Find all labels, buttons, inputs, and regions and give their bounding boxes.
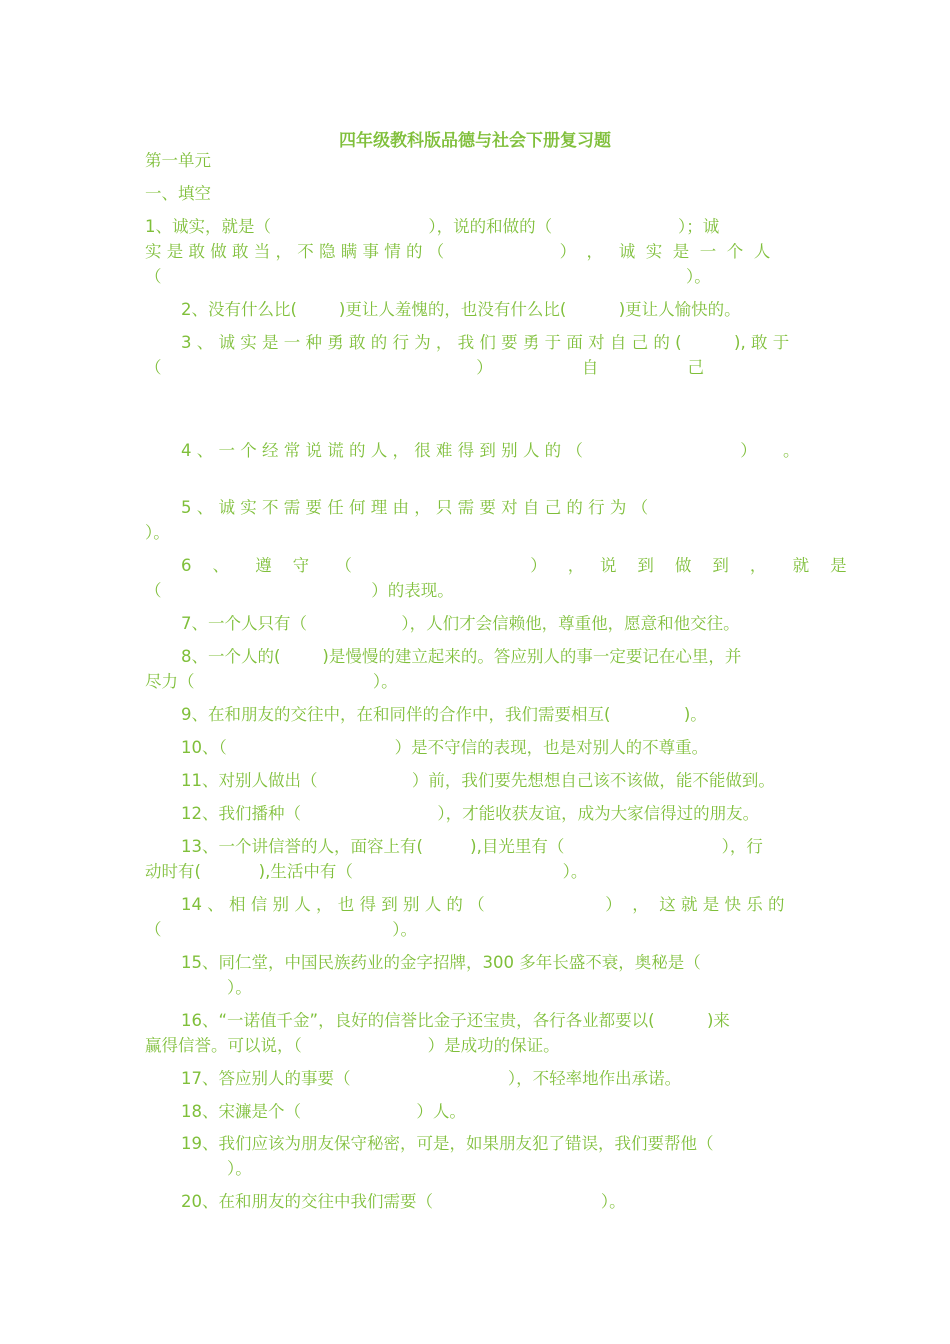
question-3-line-1: 3 、 诚 实 是 一 种 勇 敢 的 行 为 ， 我 们 要 勇 于 面 对 自 己 的 ( ), 敢 于 [181,333,790,352]
question-2: 2、没有什么比( )更让人羞愧的，也没有什么比( )更让人愉快的。 [181,300,741,319]
question-12: 12、我们播种（ ），才能收获友谊，成为大家信得过的朋友。 [181,804,760,823]
question-6-line-1: 6 、 遵 守 （ ） ， 说 到 做 到 ， 就 是 [181,556,847,575]
question-1-line-2: 实 是 敢 做 敢 当 ， 不 隐 瞒 事 情 的 （ ） ， 诚 实 是 一 个 人 [145,242,771,261]
question-16-line-2: 赢得信誉。可以说，（ ）是成功的保证。 [145,1036,560,1055]
question-8-line-1: 8、一个人的( )是慢慢的建立起来的。答应别人的事一定要记在心里，并 [181,647,742,666]
question-3-line-2: （ ） 自 己 [145,358,705,377]
question-13-line-1: 13、一个讲信誉的人，面容上有( ),目光里有（ ），行 [181,837,763,856]
question-18: 18、宋濂是个（ ）人。 [181,1102,466,1121]
question-19-line-1: 19、我们应该为朋友保守秘密，可是，如果朋友犯了错误，我们要帮他（ [181,1134,714,1153]
question-17: 17、答应别人的事要（ ），不轻率地作出承诺。 [181,1069,682,1088]
question-7: 7、一个人只有（ ），人们才会信赖他，尊重他，愿意和他交往。 [181,614,740,633]
question-1-line-3: （ ）。 [145,267,711,286]
question-20: 20、在和朋友的交往中我们需要（ ）。 [181,1192,626,1211]
question-15-line-1: 15、同仁堂，中国民族药业的金字招牌，300 多年长盛不衰，奥秘是（ [181,953,701,972]
question-19-line-2: ）。 [227,1159,252,1178]
question-5-line-1: 5 、 诚 实 不 需 要 任 何 理 由 ， 只 需 要 对 自 己 的 行 为 （ [181,498,649,517]
unit-heading: 第一单元 [145,151,211,170]
question-10: 10、（ ）是不守信的表现，也是对别人的不尊重。 [181,738,709,757]
document-title: 四年级教科版品德与社会下册复习题 [339,131,611,151]
question-9: 9、在和朋友的交往中，在和同伴的合作中，我们需要相互( )。 [181,705,707,724]
question-14-line-1: 14 、 相 信 别 人 ， 也 得 到 别 人 的 （ ） ， 这 就 是 快 乐 的 [181,895,785,914]
question-1-line-1: 1、诚实，就是（ ），说的和做的（ ）；诚 [145,217,720,236]
question-11: 11、对别人做出（ ）前，我们要先想想自己该不该做，能不能做到。 [181,771,775,790]
section-heading: 一、填空 [145,184,211,203]
question-13-line-2: 动时有( ),生活中有（ ）。 [145,862,588,881]
question-14-line-2: （ ）。 [145,920,418,939]
question-6-line-2: （ ）的表现。 [145,581,454,600]
question-8-line-2: 尽力（ ）。 [145,672,398,691]
question-4: 4 、 一 个 经 常 说 谎 的 人 ， 很 难 得 到 别 人 的 （ ） 。 [181,441,800,460]
question-5-line-2: ）。 [145,523,170,542]
question-16-line-1: 16、“一诺值千金”，良好的信誉比金子还宝贵，各行各业都要以( )来 [181,1011,730,1030]
question-15-line-2: ）。 [227,978,252,997]
